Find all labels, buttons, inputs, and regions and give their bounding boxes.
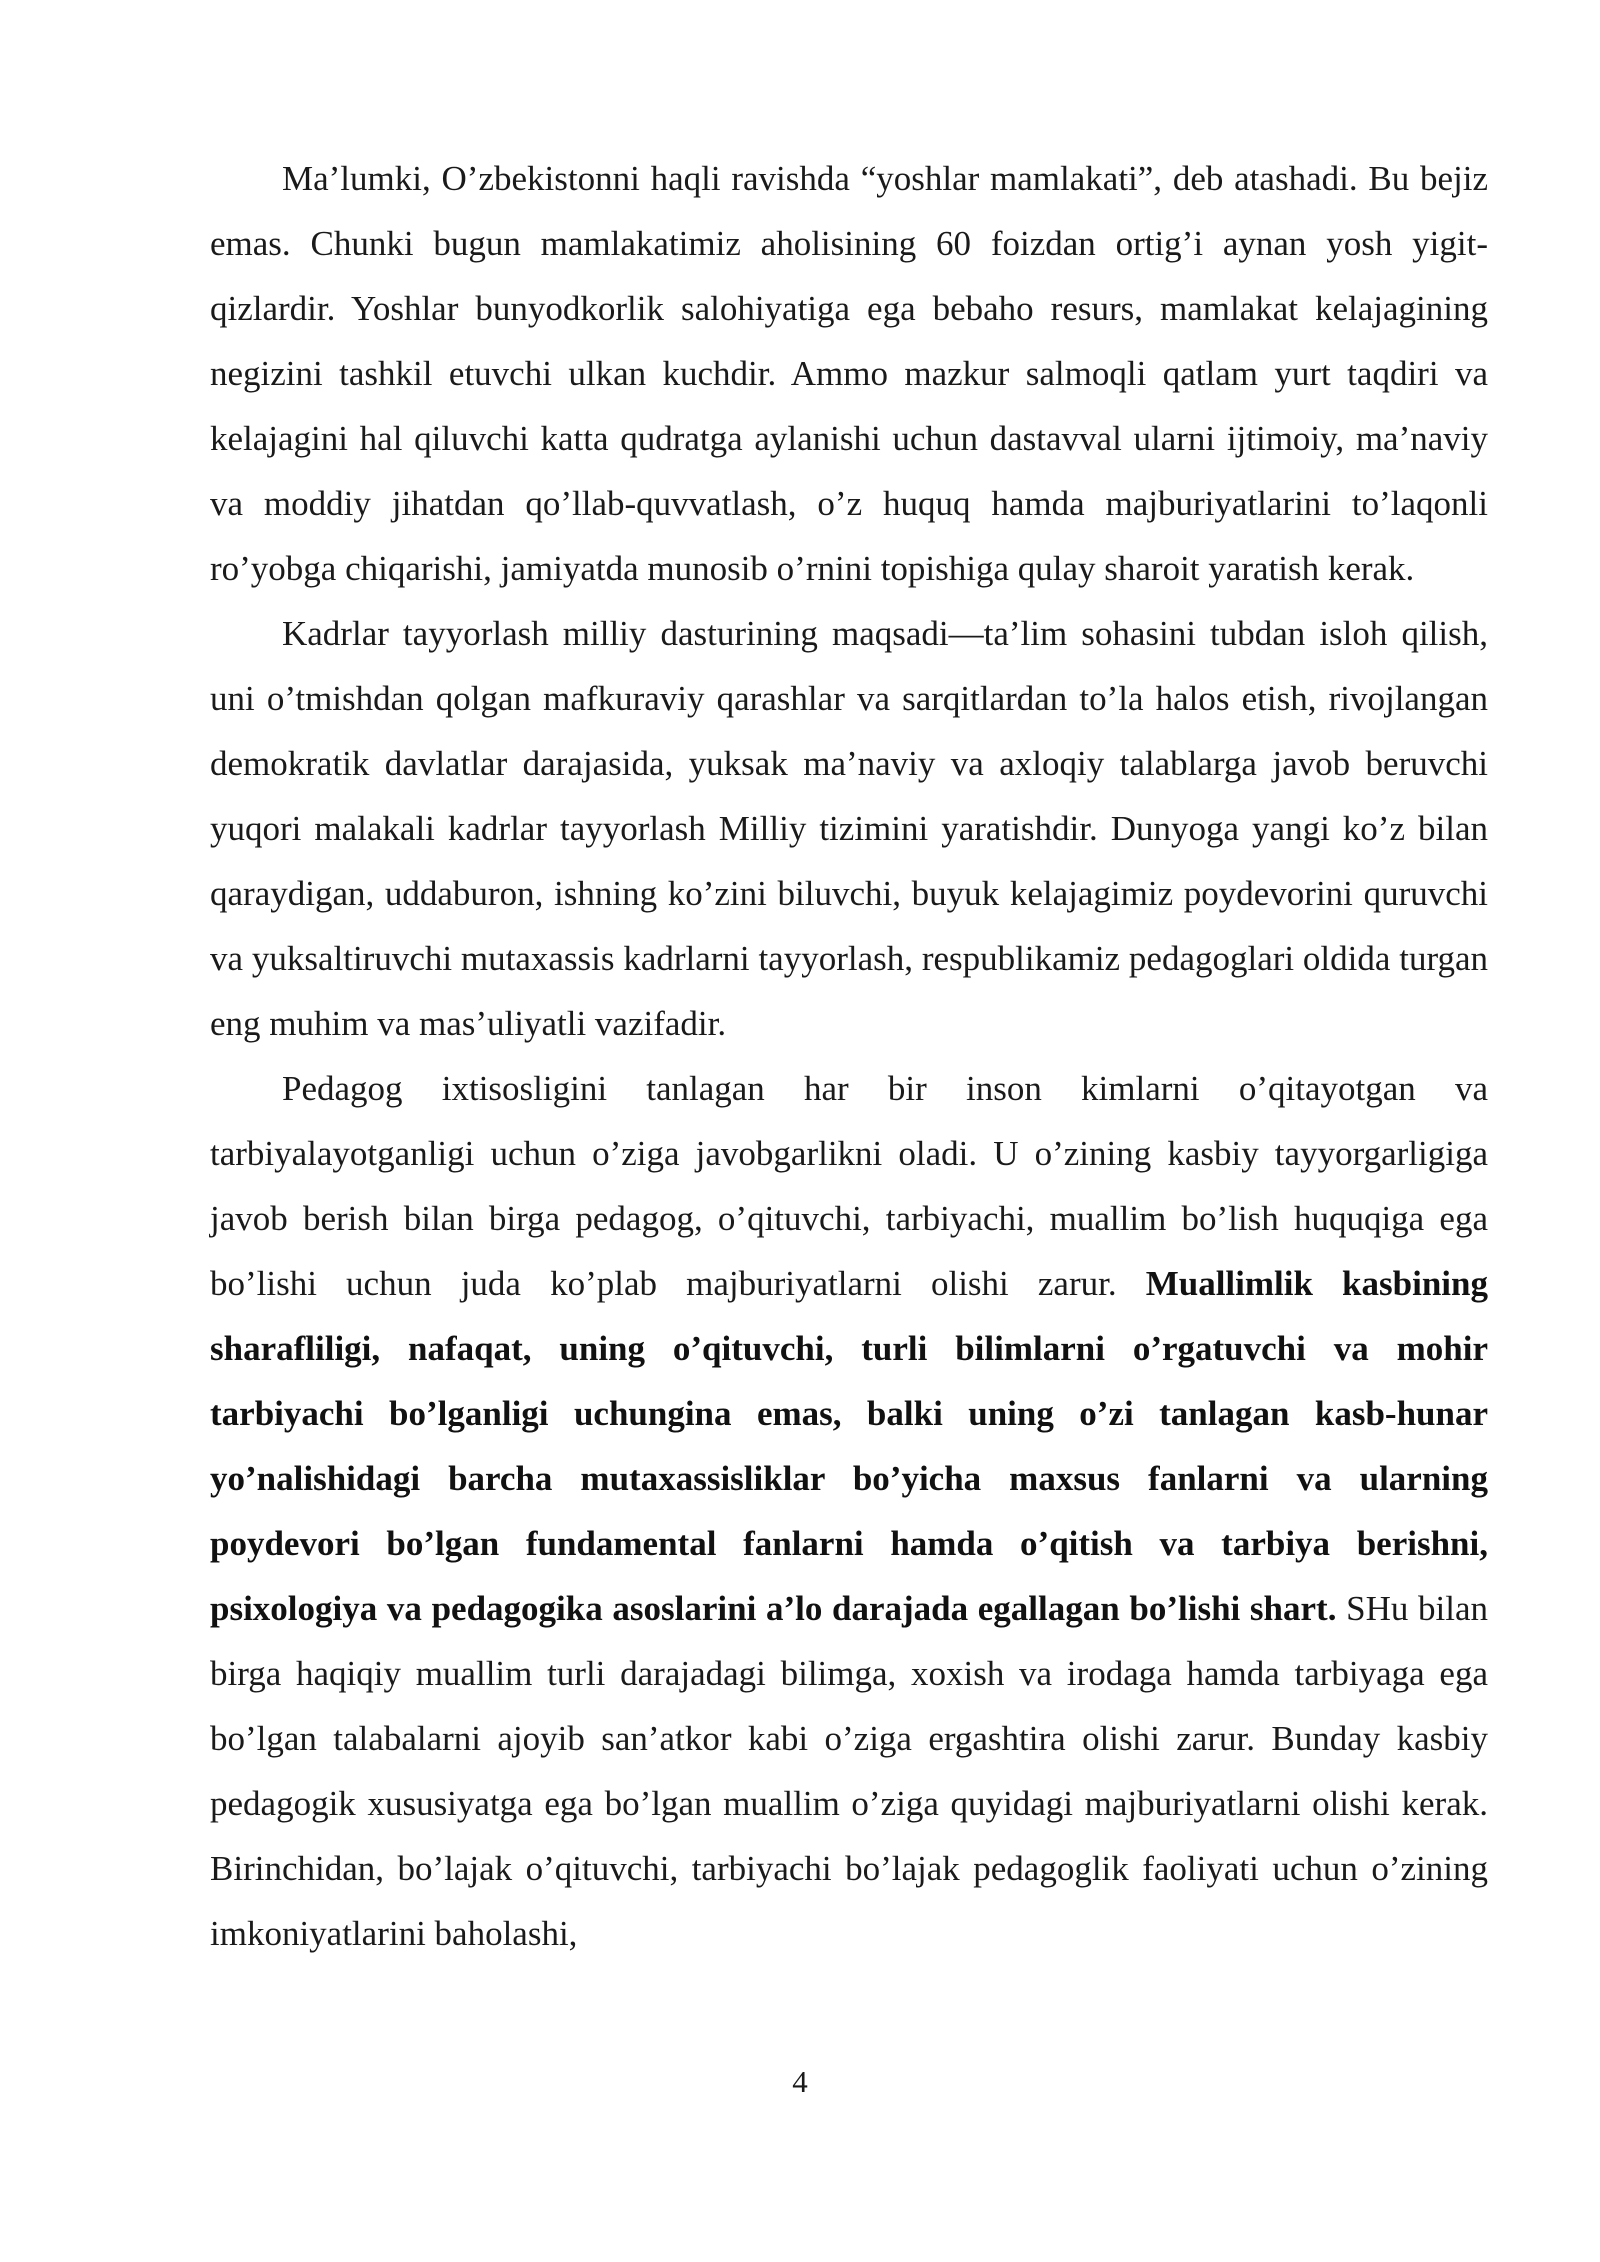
paragraph bbox=[210, 601, 1488, 1056]
paragraph-text: Pedagog ixtisosligini tanlagan har bir inson kimlarni o’qitayotgan va tarbiyalayotganligi uchun o’ziga javobgarlikni oladi. U o’zining kasbiy tayyorgarligiga javob berish bilan birga pedagog, o’qituvchi, tarbiyachi, muallim bo’lish huquqiga ega bo’lishi uchun juda ko’plab majburiyatlarni olishi zarur. bbox=[210, 1069, 1488, 1303]
paragraph-text: Kadrlar tayyorlash milliy dasturining maqsadi—ta’lim sohasini tubdan isloh qilish, uni o’tmishdan qolgan mafkuraviy qarashlar va sarqitlardan to’la halos etish, rivojlangan demokratik davlatlar darajasida, yuksak ma’naviy va axloqiy talablarga javob beruvchi yuqori malakali kadrlar tayyorlash Milliy tizimini yaratishdir. Dunyoga yangi ko’z bilan qaraydigan, uddaburon, ishning ko’zini biluvchi, buyuk kelajagimiz poydevorini quruvchi va yuksaltiruvchi mutaxassis kadrlarni tayyorlash, respublikamiz pedagoglari oldida turgan eng muhim va mas’uliyatli vazifadir. bbox=[210, 614, 1488, 1043]
bold-emphasis-text: Muallimlik kasbining sharafliligi, nafaqat, uning o’qituvchi, turli bilimlarni o’rgatuvchi va mohir tarbiyachi bo’lganligi uchungina emas, balki uning o’zi tanlagan kasb-hunar yo’nalishidagi barcha mutaxassisliklar bo’yicha maxsus fanlarni va ularning poydevori bo’lgan fundamental fanlarni hamda o’qitish va tarbiya berishni, psixologiya va pedagogika asoslarini a’lo darajada egallagan bo’lishi shart. bbox=[210, 1264, 1488, 1628]
paragraph bbox=[210, 1056, 1488, 1966]
paragraph bbox=[210, 146, 1488, 601]
document-body bbox=[210, 146, 1488, 1966]
page-number: 4 bbox=[792, 2064, 808, 2099]
paragraph-text: Ma’lumki, O’zbekistonni haqli ravishda “yoshlar mamlakati”, deb atashadi. Bu bejiz emas. Chunki bugun mamlakatimiz aholisining 60 foizdan ortig’i aynan yosh yigit-qizlardir. Yoshlar bunyodkorlik salohiyatiga ega bebaho resurs, mamlakat kelajagining negizini tashkil etuvchi ulkan kuchdir. Ammo mazkur salmoqli qatlam yurt taqdiri va kelajagini hal qiluvchi katta qudratga aylanishi uchun dastavval ularni ijtimoiy, ma’naviy va moddiy jihatdan qo’llab-quvvatlash, o’z huquq hamda majburiyatlarini to’laqonli ro’yobga chiqarishi, jamiyatda munosib o’rnini topishiga qulay sharoit yaratish kerak. bbox=[210, 159, 1488, 588]
paragraph-text: SHu bilan birga haqiqiy muallim turli darajadagi bilimga, xoxish va irodaga hamda tarbiyaga ega bo’lgan talabalarni ajoyib san’atkor kabi o’ziga ergashtira olishi zarur. Bunday kasbiy pedagogik xususiyatga ega bo’lgan muallim o’ziga quyidagi majburiyatlarni olishi kerak. Birinchidan, bo’lajak o’qituvchi, tarbiyachi bo’lajak pedagoglik faoliyati uchun o’zining imkoniyatlarini baholashi, bbox=[210, 1589, 1488, 1953]
